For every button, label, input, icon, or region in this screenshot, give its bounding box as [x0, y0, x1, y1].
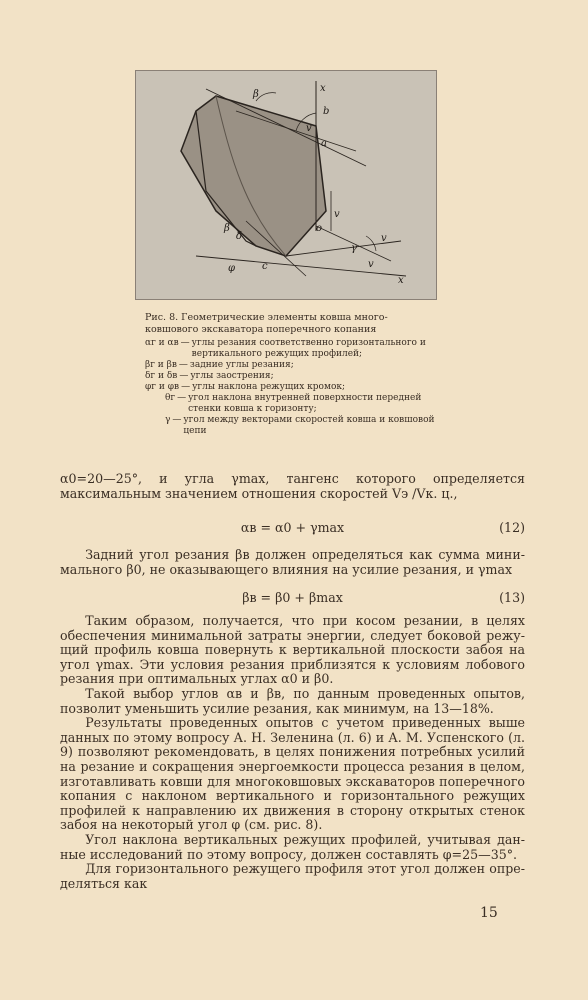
label-beta-left: β [224, 223, 230, 234]
legend-item: βг и βв — задние углы резания; [145, 360, 435, 371]
label-z-axis: x [320, 83, 326, 94]
arc-beta [256, 93, 276, 101]
legend-text: углы наклона режущих кромок; [192, 382, 346, 392]
paragraph-3: Таким образом, получается, что при косом резании, в целях обеспечения минимальной затраты энергии, следует боковой режущий профиль ковша повернуть к вертикальной плоскости забоя на угол γmax. Эти условия резания приблизятся к условиям лобового резания при оптимальных углах α0 и β0. [60, 613, 525, 687]
bucket-diagram [136, 71, 436, 299]
label-delta: δ [236, 231, 243, 242]
formula-12-number: (12) [499, 520, 525, 535]
label-beta-top: β [253, 89, 259, 100]
legend-item: αг и αв — углы резания соответственно горизонтального и вертикального режущих профилей; [145, 338, 435, 360]
legend-symbol: φг и φв [145, 382, 180, 392]
legend-symbol: θг [165, 393, 176, 403]
bucket-body [181, 96, 326, 256]
page-number: 15 [480, 905, 498, 921]
paragraph-6: Угол наклона вертикальных режущих профилей, учитывая данные исследований по этому вопросу, должен составлять φ=25—35°. [60, 831, 525, 862]
legend-symbol: αг и αв [145, 338, 179, 348]
label-phi: φ [228, 263, 236, 274]
arc-gamma [366, 236, 376, 251]
legend-item: δг и δв — углы заострения; [145, 371, 435, 382]
legend-item: θг — угол наклона внутренней поверхности передней стенки ковша к горизонту; [145, 393, 435, 415]
label-b: b [323, 106, 330, 117]
label-vk: v [334, 209, 340, 220]
label-gamma: γ [351, 243, 357, 254]
legend-text: углы резания соответственно горизонтального и вертикального режущих профилей; [191, 338, 426, 359]
label-c: c [262, 261, 268, 272]
legend-item: γ — угол между векторами скоростей ковша и ковшовой цепи [165, 415, 435, 436]
label-a: a [321, 138, 327, 149]
legend-symbol: δг и δв [145, 371, 178, 381]
legend-symbol: βг и βв [145, 360, 177, 370]
legend-text: угол между векторами скоростей ковша и ковшовой цепи [183, 415, 435, 436]
formula-13-number: (13) [499, 590, 525, 605]
legend-text: углы заострения; [190, 371, 274, 381]
formula-13-expression: βв = β0 + βmax [242, 590, 343, 605]
paragraph-5: Результаты проведенных опытов с учетом приведенных выше данных по этому вопросу А. Н. Зеленина (л. 6) и А. М. Успенского (л. 9) позволяют рекомендовать, в целях понижения потребных усилий на резание и сокращения энергоемкости процесса резания в целом, изготавливать ковши для многоковшовых экскаваторов поперечного копания с наклоном вертикального и горизонтального режущих профилей к направлению их движения в сторону открытых стенок забоя на некоторый угол φ (см. рис. 8). [60, 715, 525, 833]
figure-legend [145, 338, 435, 437]
legend-item: φг и φв — углы наклона режущих кромок; [145, 382, 435, 393]
figure-caption: Рис. 8. Геометрические элементы ковша многоковшового экскаватора поперечного копания [145, 312, 388, 335]
label-v-top: v [306, 123, 312, 134]
formula-12 [60, 520, 525, 536]
formula-12-expression: αв = α0 + γmax [240, 520, 345, 535]
paragraph-2: Задний угол резания βв должен определяться как сумма минимального β0, не оказывающего влияния на усилие резания, и γmax [60, 547, 525, 577]
formula-13 [60, 590, 525, 606]
label-vkc: v [368, 259, 374, 270]
legend-text: задние углы резания; [189, 360, 294, 370]
figure-bucket-geometry [135, 70, 437, 300]
label-o: o [316, 223, 323, 234]
legend-symbol: γ [165, 415, 171, 425]
paragraph-4: Такой выбор углов αв и βв, по данным проведенных опытов, позволит уменьшить усилие резания, как минимум, на 13—18%. [60, 685, 525, 716]
paragraph-7: Для горизонтального режущего профиля этот угол должен определяться как [60, 861, 525, 891]
label-v-equals: v [381, 233, 387, 244]
label-x-axis: x [398, 275, 404, 286]
paragraph-1-block [60, 472, 525, 501]
paragraph-2-block [60, 548, 525, 577]
legend-text: угол наклона внутренней поверхности передней стенки ковша к горизонту; [188, 393, 422, 414]
paragraph-1: α0=20—25°, и угла γmax, тангенс которого определяется максимальным значением отношения скоростей Vэ /Vк. ц., [60, 471, 525, 501]
main-text [60, 614, 525, 891]
